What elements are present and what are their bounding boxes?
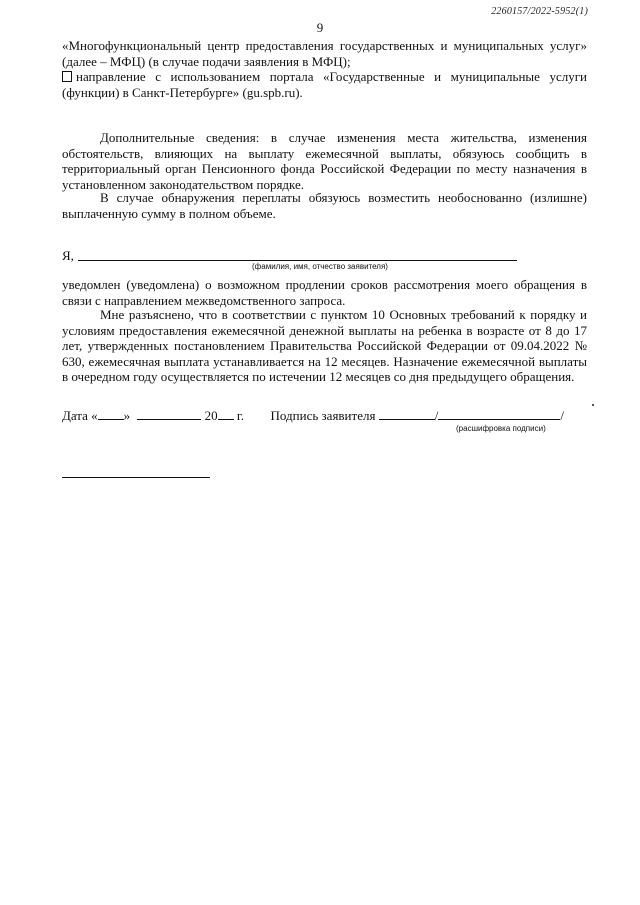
margin-mark [592, 404, 594, 406]
signature-field[interactable] [379, 408, 435, 420]
portal-option-text: направление с использованием портала «Государственные и муниципальные услуги (функции) в Санкт-Петербурге» (gu.spb.ru). [62, 69, 587, 100]
signature-slash-2: / [560, 408, 564, 423]
portal-option [62, 69, 587, 100]
date-label: Дата « [62, 408, 98, 423]
signature-slash-1: / [434, 408, 439, 423]
date-quote-close: » [123, 408, 131, 423]
overpayment-paragraph: В случае обнаружения переплаты обязуюсь возместить необоснованно (излишне) выплаченную сумму в полном объеме. [62, 190, 587, 221]
explained-paragraph: Мне разъяснено, что в соответствии с пунктом 10 Основных требований к порядку и условиям предоставления ежемесячной денежной выплаты на ребенка в возрасте от 8 до 17 лет, утвержденных постановлением Правительства Российской Федерации от 09.04.2022 № 630, ежемесячная выплата устанавливается на 12 месяцев. Назначение ежемесячной выплаты в очередном году осуществляется по истечении 12 месяцев со дня предыдущего обращения. [62, 307, 587, 385]
additional-info-paragraph: Дополнительные сведения: в случае изменения места жительства, изменения обстоятельств, влияющих на выплату ежемесячной выплаты, обязуюсь сообщить в территориальный орган Пенсионного фонда Российской Федерации по месту назначения в установленном законодательством порядке. [62, 130, 587, 192]
mfc-option-text: «Многофункциональный центр предоставления государственных и муниципальных услуг» (далее – МФЦ) (в случае подачи заявления в МФЦ); [62, 38, 587, 69]
notified-paragraph: уведомлен (уведомлена) о возможном продлении сроков рассмотрения моего обращения в связи с направлением межведомственного запроса. [62, 277, 587, 308]
signature-label: Подпись заявителя [270, 408, 376, 423]
page-number: 9 [316, 20, 324, 35]
applicant-name-field[interactable] [78, 260, 517, 261]
year-suffix: г. [236, 408, 245, 423]
date-day-field[interactable] [98, 408, 124, 420]
date-month-field[interactable] [137, 408, 201, 420]
signature-transcript-caption: (расшифровка подписи) [456, 424, 546, 433]
document-id: 2260157/2022-5952(1) [491, 6, 588, 17]
year-prefix: 20 [204, 408, 218, 423]
signature-transcript-field[interactable] [438, 408, 560, 420]
footnote-divider [62, 477, 210, 478]
date-year-field[interactable] [218, 408, 234, 420]
portal-option-checkbox[interactable] [62, 71, 72, 82]
applicant-name-caption: (фамилия, имя, отчество заявителя) [252, 262, 388, 271]
applicant-prefix: Я, [62, 248, 74, 263]
